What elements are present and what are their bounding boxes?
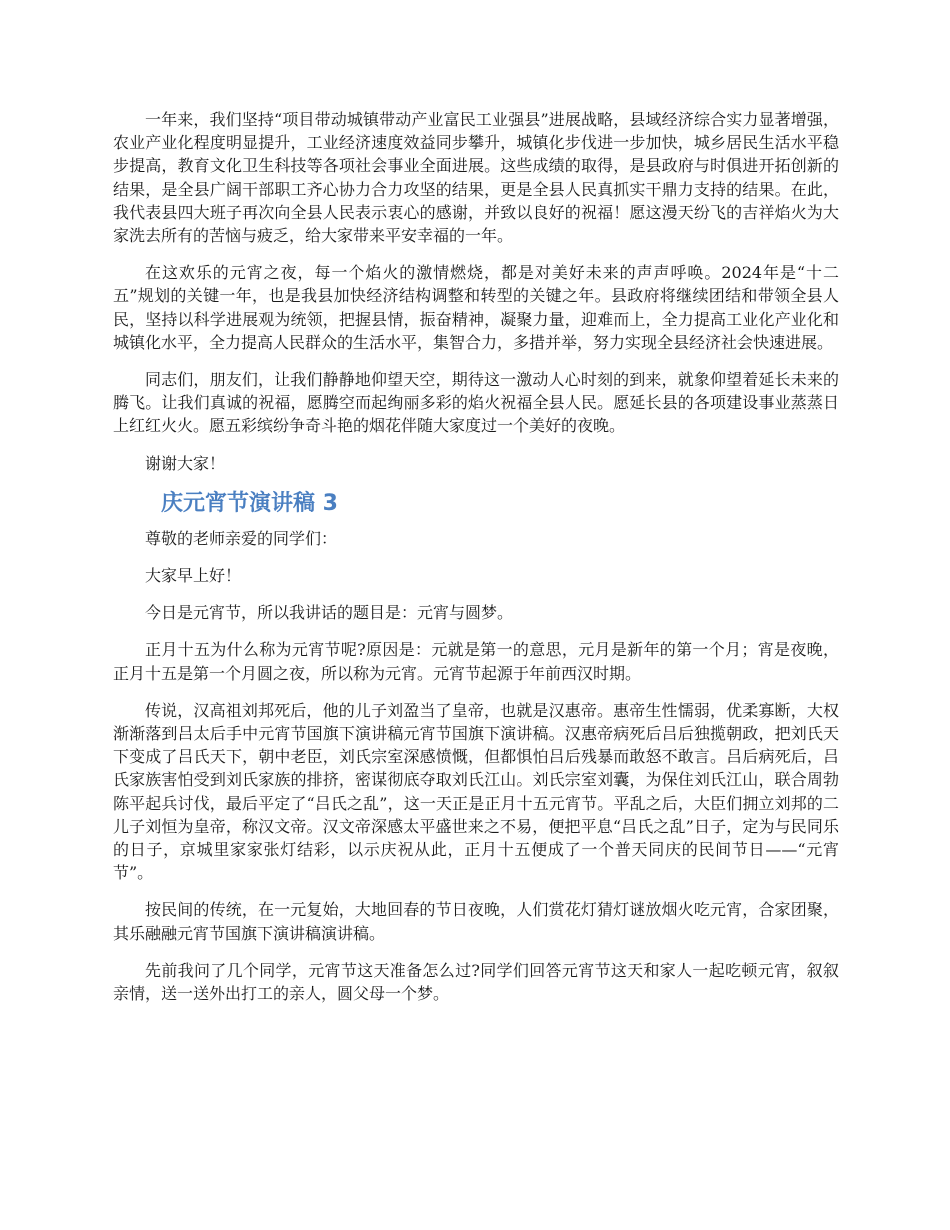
topic-line: 今日是元宵节，所以我讲话的题目是：元宵与圆梦。: [145, 603, 514, 623]
section-title: 庆元宵节演讲稿 3: [161, 490, 338, 516]
paragraph: 先前我问了几个同学，元宵节这天准备怎么过?同学们回答元宵节这天和家人一起吃顿元宵，叙叙亲情，送一送外出打工的亲人，圆父母一个梦。: [113, 960, 839, 1004]
paragraph: 在这欢乐的元宵之夜，每一个焰火的激情燃烧，都是对美好未来的声声呼唤。2024年是“十二五”规划的关键一年，也是我县加快经济结构调整和转型的关键之年。县政府将继续团结和带领全县人民，坚持以科学进展观为统领，把握县情，振奋精神，凝聚力量，迎难而上，全力提高工业化产业化和城镇化水平，全力提高人民群众的生活水平，集智合力，多措并举，努力实现全县经济社会快速进展。: [113, 263, 839, 352]
paragraph: 一年来，我们坚持“项目带动城镇带动产业富民工业强县”进展战略，县域经济综合实力显著增强，农业产业化程度明显提升，工业经济速度效益同步攀升，城镇化步伐进一步加快，城乡居民生活水平稳步提高，教育文化卫生科技等各项社会事业全面进展。这些成绩的取得，是县政府与时俱进开拓创新的结果，是全县广阔干部职工齐心协力合力攻坚的结果，更是全县人民真抓实干鼎力支持的结果。在此，我代表县四大班子再次向全县人民表示衷心的感谢，并致以良好的祝福！愿这漫天纷飞的吉祥焰火为大家洗去所有的苦恼与疲乏，给大家带来平安幸福的一年。: [113, 110, 839, 246]
paragraph: 正月十五为什么称为元宵节呢?原因是：元就是第一的意思，元月是新年的第一个月；宵是夜晚，正月十五是第一个月圆之夜，所以称为元宵。元宵节起源于年前西汉时期。: [113, 640, 839, 683]
paragraph: 按民间的传统，在一元复始，大地回春的节日夜晚，人们赏花灯猜灯谜放烟火吃元宵，合家团聚，其乐融融元宵节国旗下演讲稿演讲稿。: [113, 900, 839, 943]
paragraph: 同志们，朋友们，让我们静静地仰望天空，期待这一激动人心时刻的到来，就象仰望着延长未来的腾飞。让我们真诚的祝福，愿腾空而起绚丽多彩的焰火祝福全县人民。愿延长县的各项建设事业蒸蒸日上红红火火。愿五彩缤纷争奇斗艳的烟花伴随大家度过一个美好的夜晚。: [113, 370, 839, 436]
document-page: [113, 108, 839, 1019]
salutation: 尊敬的老师亲爱的同学们：: [145, 528, 338, 548]
paragraph: 传说，汉高祖刘邦死后，他的儿子刘盈当了皇帝，也就是汉惠帝。惠帝生性懦弱，优柔寡断，大权渐渐落到吕太后手中元宵节国旗下演讲稿元宵节国旗下演讲稿。汉惠帝病死后吕后独揽朝政，把刘氏天下变成了吕氏天下，朝中老臣，刘氏宗室深感愤慨，但都惧怕吕后残暴而敢怒不敢言。吕后病死后，吕氏家族害怕受到刘氏家族的排挤，密谋彻底夺取刘氏江山。刘氏宗室刘囊，为保住刘氏江山，联合周勃陈平起兵讨伐，最后平定了“吕氏之乱”，这一天正是正月十五元宵节。平乱之后，大臣们拥立刘邦的二儿子刘恒为皇帝，称汉文帝。汉文帝深感太平盛世来之不易，便把平息“吕氏之乱”日子，定为与民同乐的日子，京城里家家张灯结彩，以示庆祝从此，正月十五便成了一个普天同庆的民间节日——“元宵节”。: [113, 700, 839, 883]
greeting: 大家早上好！: [145, 566, 242, 586]
thanks-line: 谢谢大家！: [145, 453, 226, 473]
